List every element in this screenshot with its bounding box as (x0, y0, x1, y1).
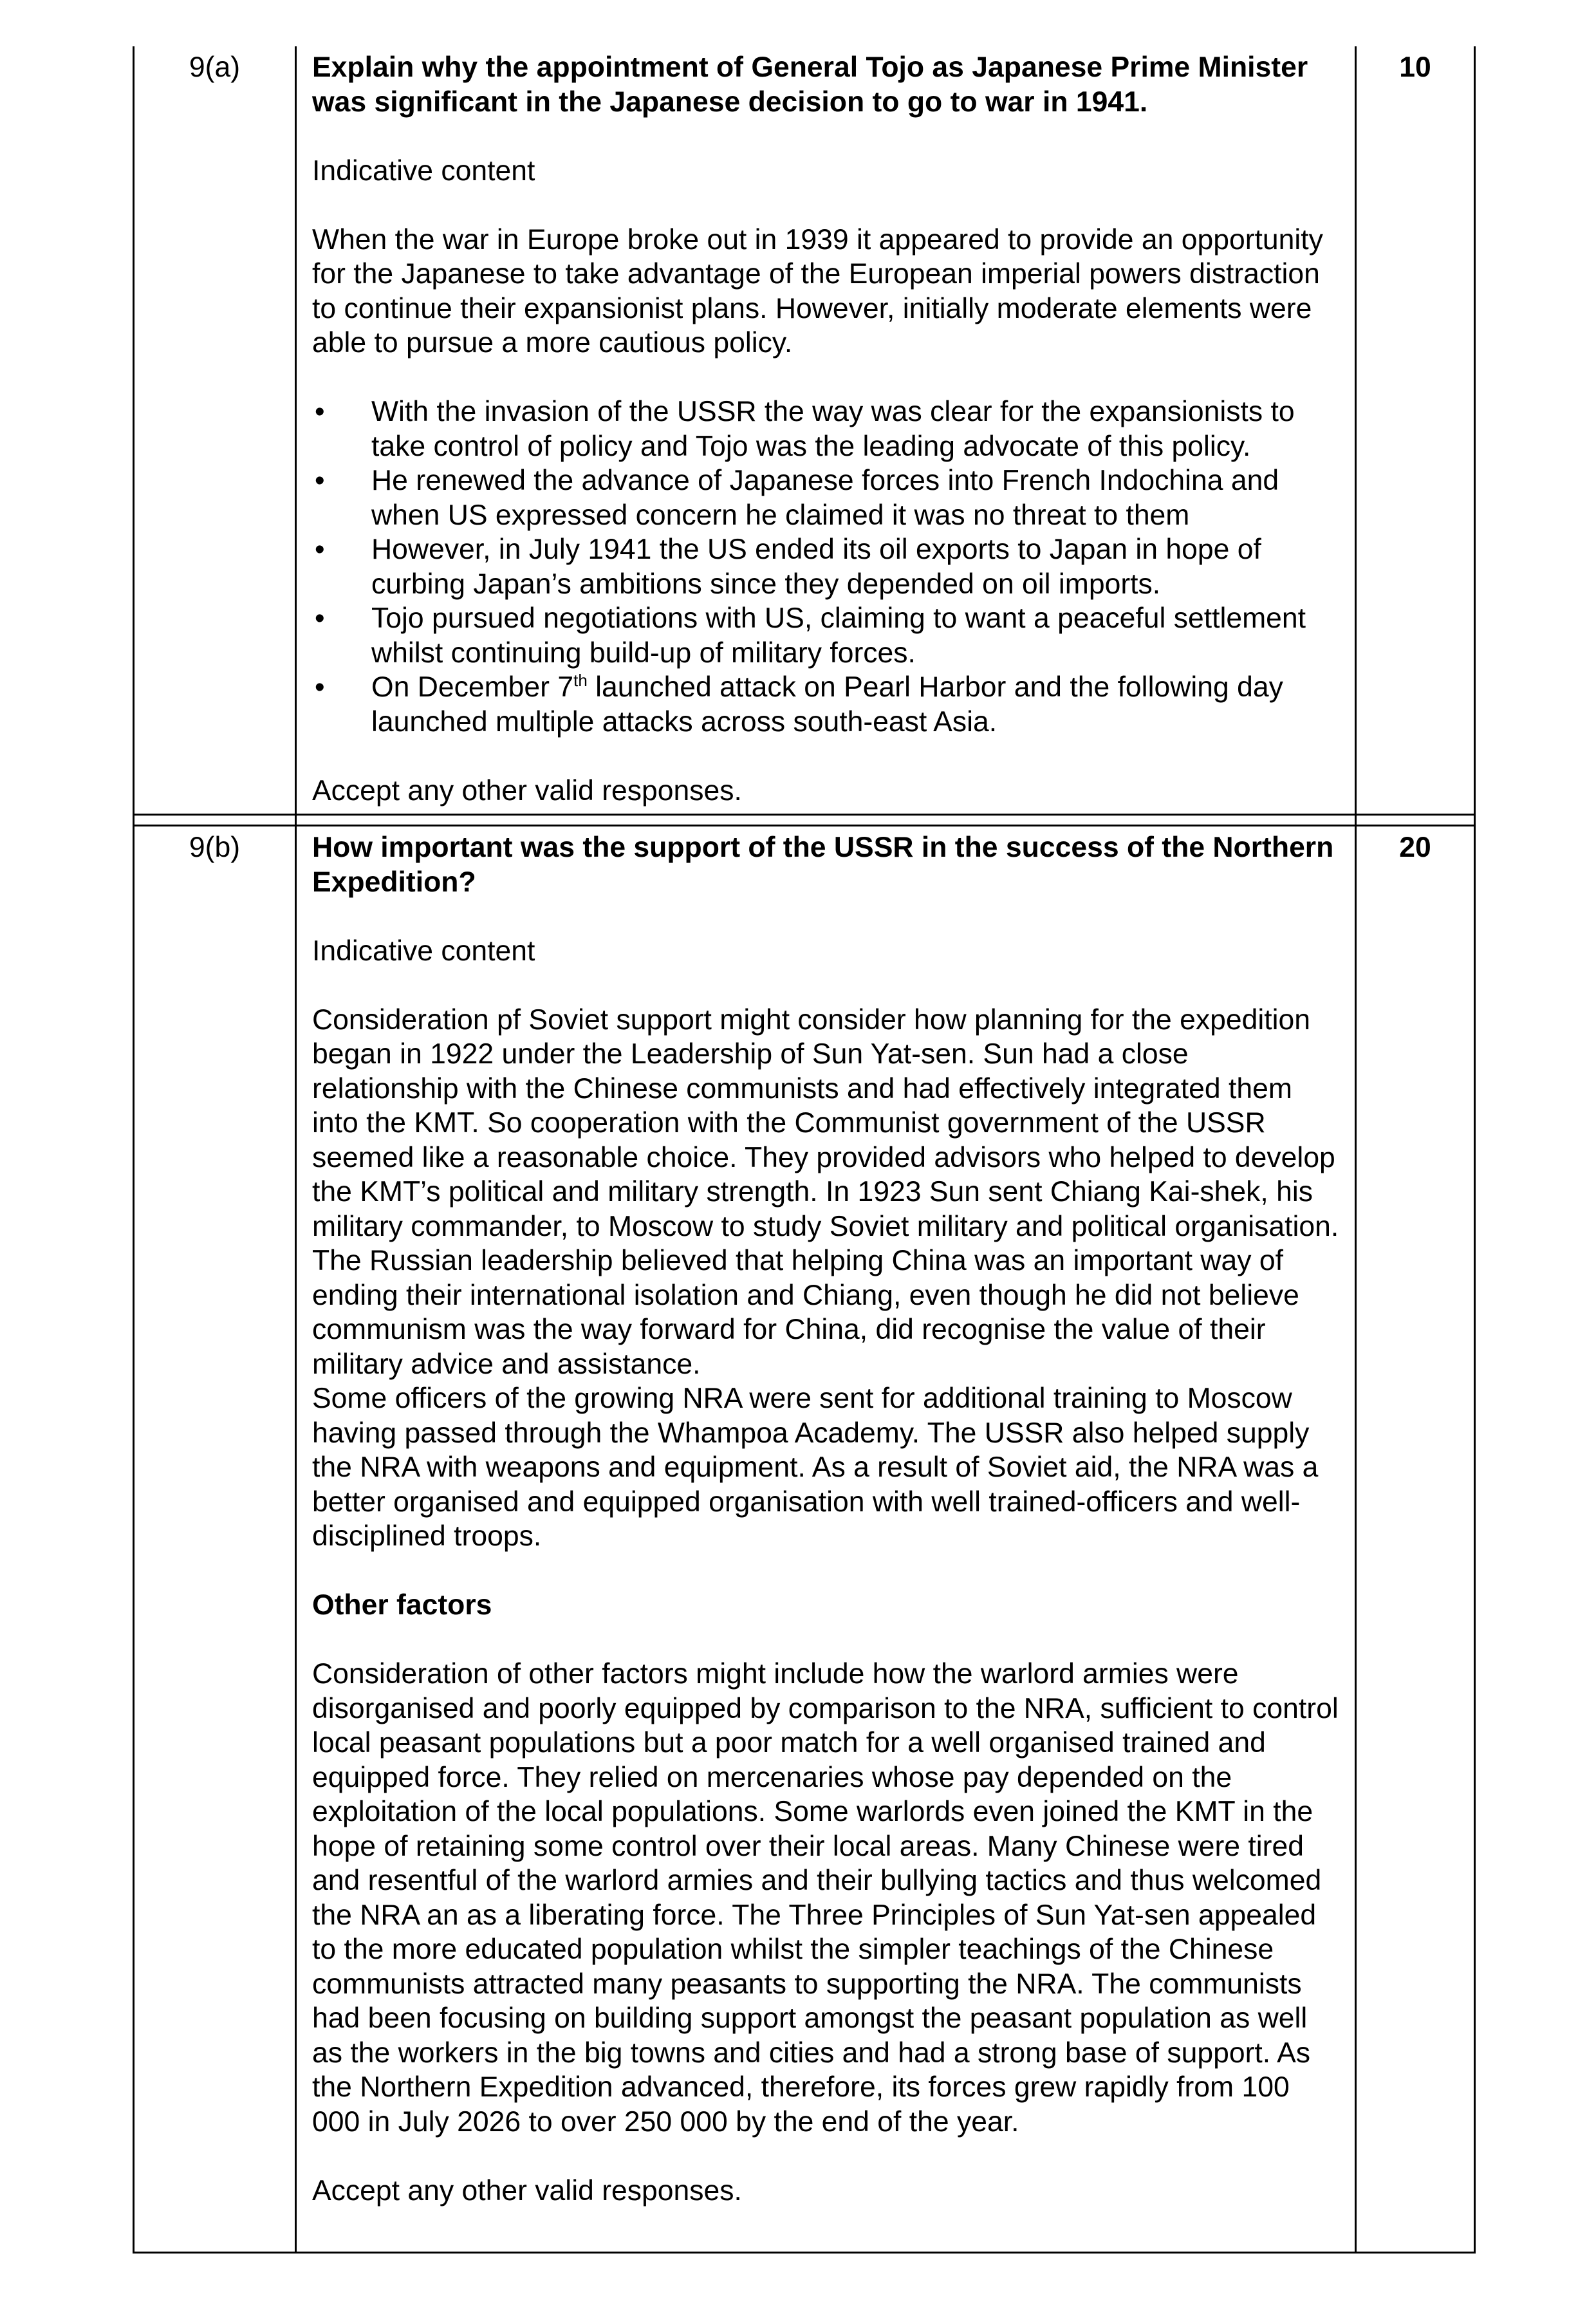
bullet-item: • He renewed the advance of Japanese forces into French Indochina and when US expressed concern he claimed it was no threat to them (312, 463, 1342, 532)
question-text: Explain why the appointment of General Tojo as Japanese Prime Minister was significant in the Japanese decision to go to war in 1941. (312, 51, 1308, 118)
mark-scheme-table (133, 46, 1476, 2254)
soviet-support-paragraph: Consideration pf Soviet support might consider how planning for the expedition began in 1922 under the Leadership of Sun Yat-sen. Sun had a close relationship with the Chinese communists and had effectively integrated them into the KMT. So cooperation with the Communist government of the USSR seemed like a reasonable choice. They provided advisors who helped to develop the KMT’s political and military strength. In 1923 Sun sent Chiang Kai-shek, his military commander, to Moscow to study Soviet military and political organisation. The Russian leadership believed that helping China was an important way of ending their international isolation and Chiang, even though he did not believe communism was the way forward for China, did recognise the value of their military advice and assistance. (312, 1003, 1339, 1380)
bullet-item: • With the invasion of the USSR the way was clear for the expansionists to take control of policy and Tojo was the leading advocate of this policy. (312, 395, 1342, 463)
mark-scheme-page (133, 46, 1474, 2254)
bullet-item: • However, in July 1941 the US ended its oil exports to Japan in hope of curbing Japan’s ambitions since they depended on oil imports. (312, 532, 1342, 601)
question-number: 9(b) (134, 826, 296, 2253)
separator-cell (134, 815, 296, 826)
row-separator (134, 815, 1475, 826)
other-factors-heading: Other factors (312, 1589, 492, 1621)
indicative-label: Indicative content (312, 935, 535, 967)
soviet-aid-paragraph: Some officers of the growing NRA were sent for additional training to Moscow having passed through the Whampoa Academy. The USSR also helped supply the NRA with weapons and equipment. As a result of Soviet aid, the NRA was a better organised and equipped organisation with well trained-officers and well-disciplined troops. (312, 1383, 1319, 1552)
bullet-text-start: On December 7 (371, 671, 574, 703)
question-content (296, 826, 1356, 2253)
question-content (296, 46, 1356, 815)
other-factors-paragraph: Consideration of other factors might include how the warlord armies were disorganised and poorly equipped by comparison to the NRA, sufficient to control local peasant populations but a poor match for a well organised trained and equipped force. They relied on mercenaries whose pay depended on the exploitation of the local populations. Some warlords even joined the KMT in the hope of retaining some control over their local areas. Many Chinese were tired and resentful of the warlord armies and their bullying tactics and thus welcomed the NRA an as a liberating force. The Three Principles of Sun Yat-sen appealed to the more educated population whilst the simpler teachings of the Chinese communists attracted many peasants to supporting the NRA. The communists had been focusing on building support amongst the peasant population as well as the workers in the big towns and cities and had a strong base of support. As the Northern Expedition advanced, therefore, its forces grew rapidly from 100 000 in July 2026 to over 250 000 by the end of the year. (312, 1658, 1339, 2138)
intro-paragraph: When the war in Europe broke out in 1939 it appeared to provide an opportunity for the Japanese to take advantage of the European imperial powers distraction to continue their expansionist plans. However, initially moderate elements were able to pursue a more cautious policy. (312, 223, 1323, 359)
question-number: 9(a) (134, 46, 296, 815)
bullet-text-end: launched attack on Pearl Harbor and the following day launched multiple attacks across south-east Asia. (371, 671, 1283, 738)
bullet-list (312, 395, 1342, 739)
marks: 20 (1356, 826, 1475, 2253)
accept-note: Accept any other valid responses. (312, 2174, 742, 2207)
separator-cell (1356, 815, 1475, 826)
ordinal-suffix: th (573, 671, 588, 691)
accept-note: Accept any other valid responses. (312, 774, 742, 807)
question-row-9a (134, 46, 1475, 815)
bullet-item (312, 670, 1342, 739)
separator-cell (296, 815, 1356, 826)
marks: 10 (1356, 46, 1475, 815)
indicative-label: Indicative content (312, 154, 535, 187)
bullet-item: • Tojo pursued negotiations with US, claiming to want a peaceful settlement whilst continuing build-up of military forces. (312, 601, 1342, 670)
question-text: How important was the support of the USSR in the success of the Northern Expedition? (312, 832, 1334, 898)
question-row-9b (134, 826, 1475, 2253)
